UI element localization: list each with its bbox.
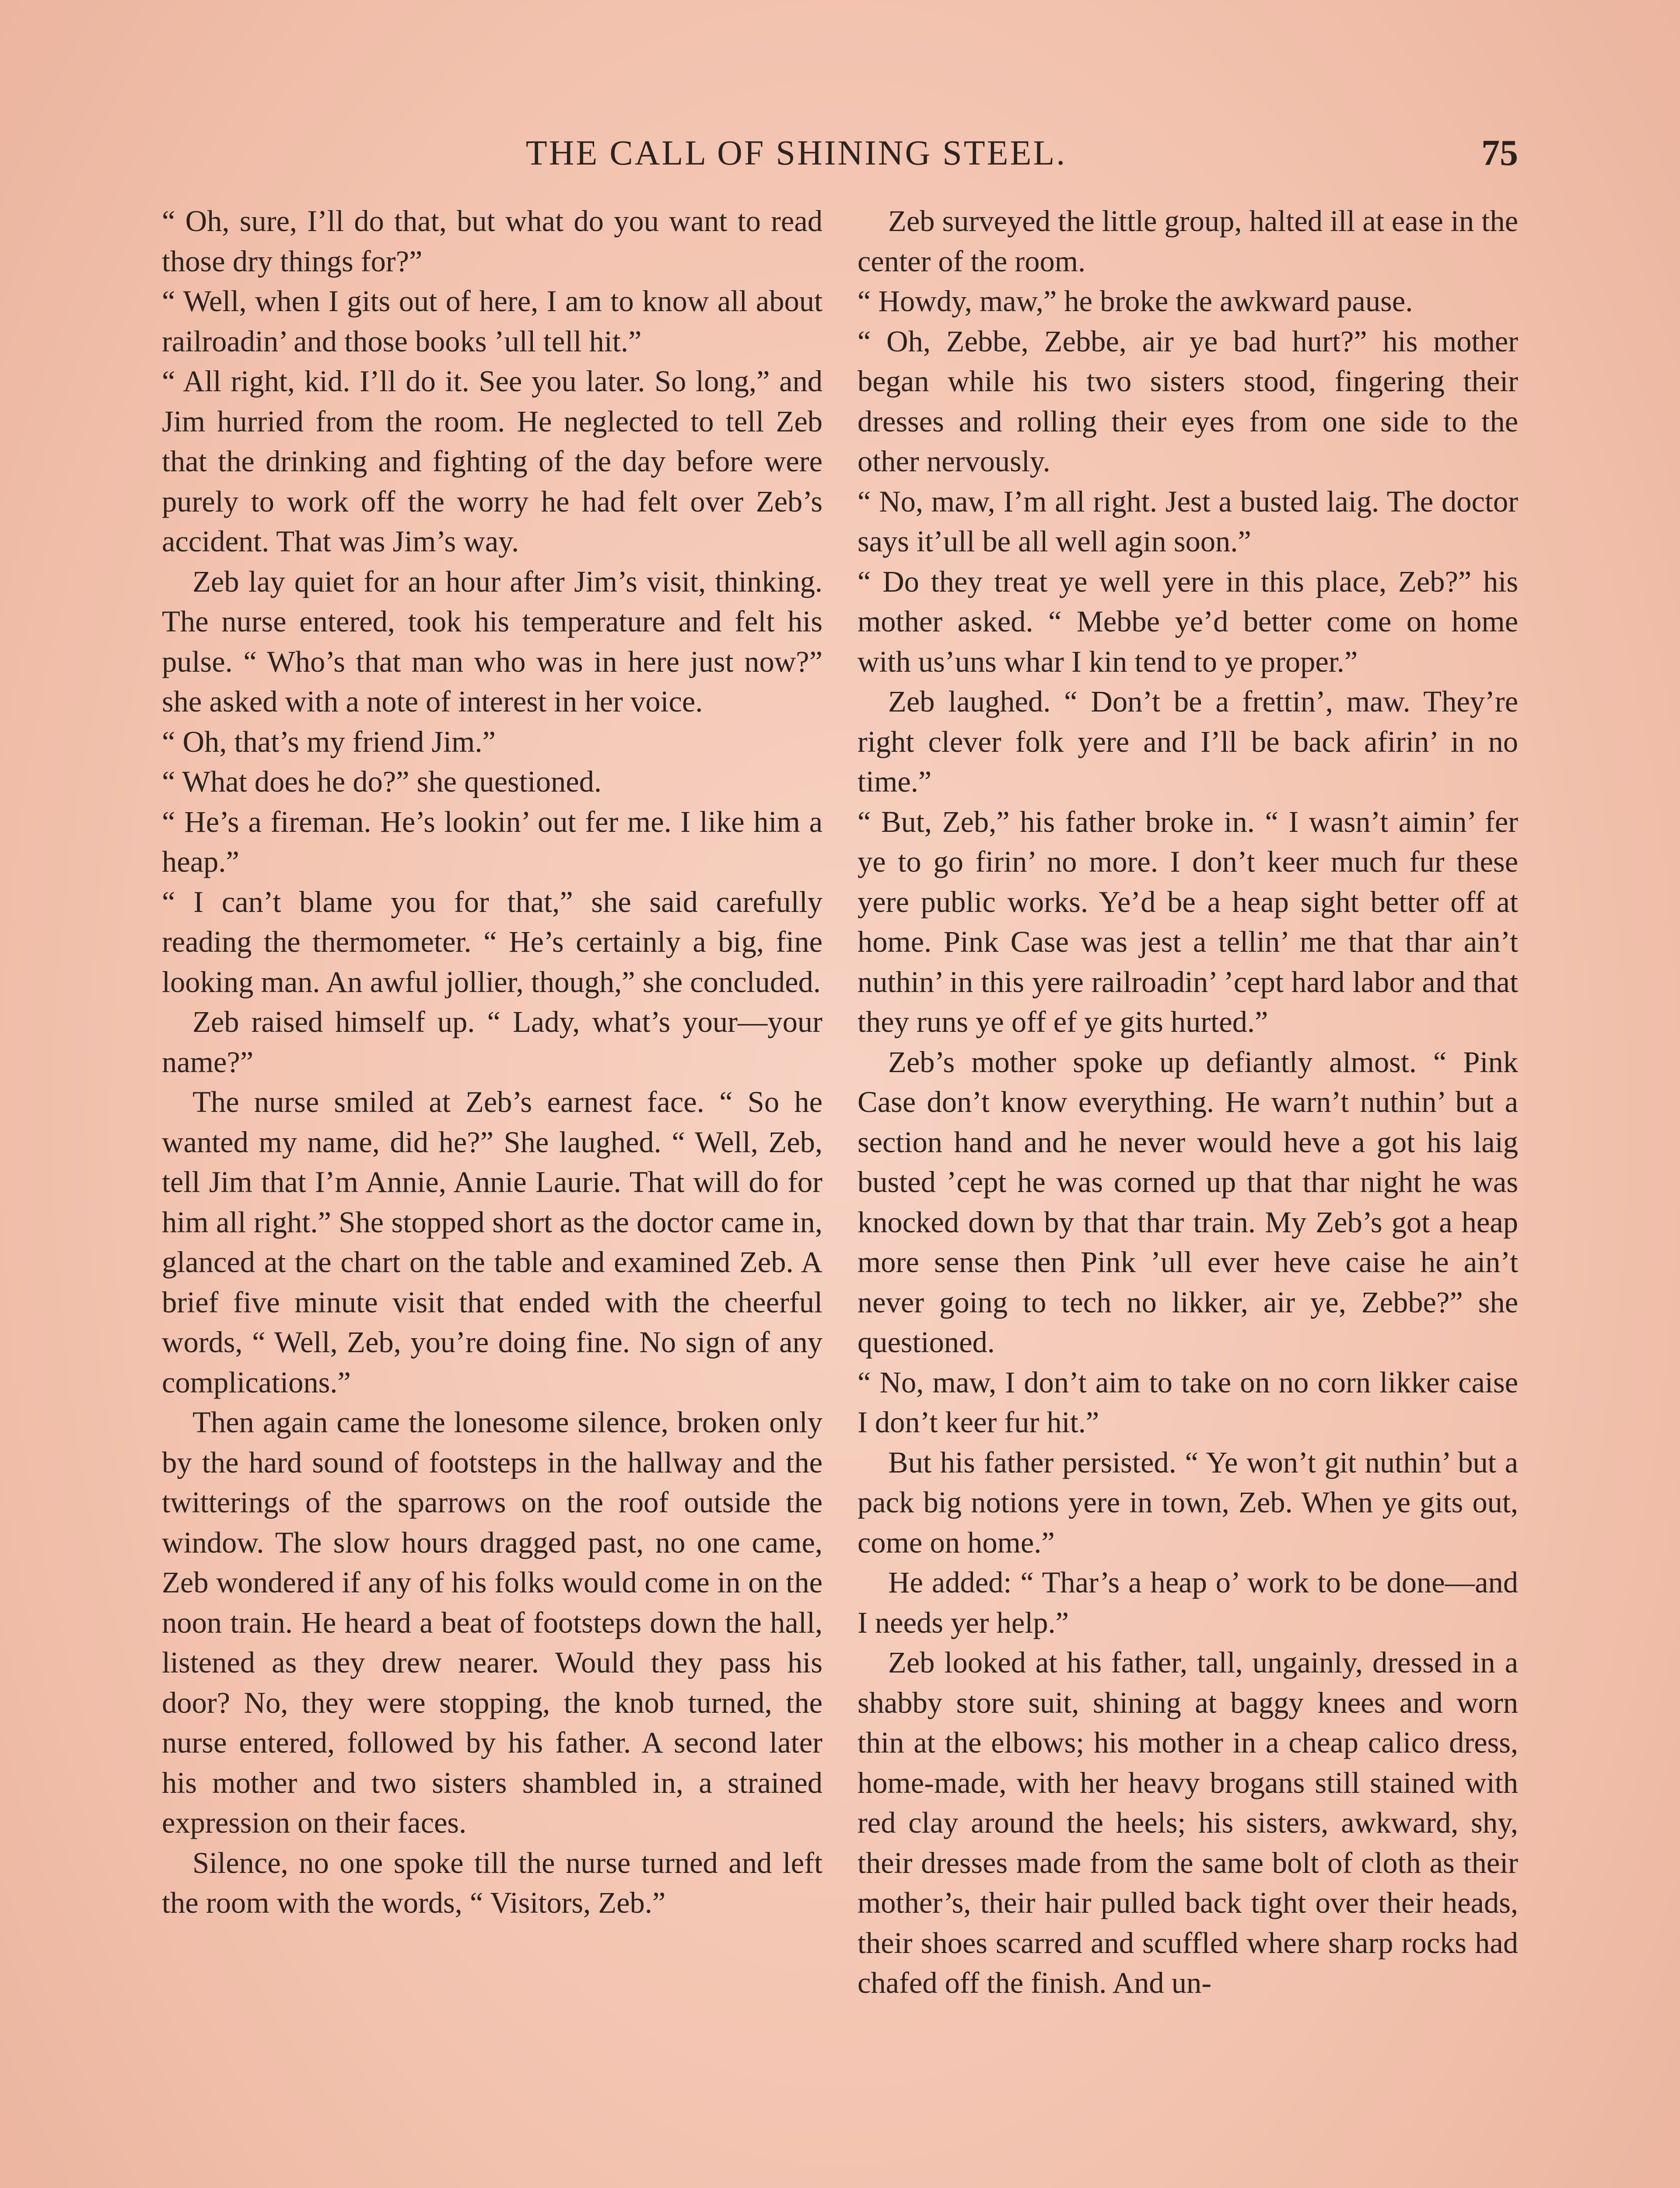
paragraph: Zeb raised himself up. “ Lady, what’s your––your name?”	[162, 1005, 822, 1079]
paragraph: “ He’s a fireman. He’s lookin’ out fer me. I like him a heap.”	[162, 805, 822, 878]
paragraph: Zeb lay quiet for an hour after Jim’s visit, thinking. The nurse entered, took his temperature and felt his pulse. “ Who’s that man who was in here just now?” she asked with a note of interest in her voice.	[162, 565, 822, 718]
paragraph: But his father persisted. “ Ye won’t git nuthin’ but a pack big notions yere in town, Zeb. When ye gits out, come on home.”	[858, 1445, 1518, 1559]
paragraph: The nurse smiled at Zeb’s earnest face. “ So he wanted my name, did he?” She laughed. “ Well, Zeb, tell Jim that I’m Annie, Annie Laurie. That will do for him all right.” She stopped short as the doctor came in, glanced at the chart on the table and examined Zeb. A brief five minute visit that ended with the cheerful words, “ Well, Zeb, you’re doing fine. No sign of any complications.”	[162, 1085, 822, 1399]
paragraph: “ Oh, that’s my friend Jim.”	[162, 725, 496, 758]
paragraph: “ Well, when I gits out of here, I am to know all about railroadin’ and those books ’ull tell hit.”	[162, 284, 822, 358]
page-header	[162, 123, 1518, 184]
running-title: THE CALL OF SHINING STEEL.	[525, 134, 1067, 172]
paragraph: Zeb surveyed the little group, halted ill at ease in the center of the room.	[858, 204, 1518, 278]
paragraph: “ All right, kid. I’ll do it. See you later. So long,” and Jim hurried from the room. He neglected to tell Zeb that the drinking and fighting of the day before were purely to work off the worry he had felt over Zeb’s accident. That was Jim’s way.	[162, 365, 822, 558]
paragraph: “ I can’t blame you for that,” she said carefully reading the thermometer. “ He’s certainly a big, fine looking man. An awful jollier, though,” she concluded.	[162, 885, 822, 999]
paragraph: “ Do they treat ye well yere in this place, Zeb?” his mother asked. “ Mebbe ye’d better come on home with us’uns whar I kin tend to ye proper.”	[858, 565, 1518, 678]
paragraph: Zeb looked at his father, tall, ungainly, dressed in a shabby store suit, shining at baggy knees and worn thin at the elbows; his mother in a cheap calico dress, home-made, with her heavy brogans still stained with red clay around the heels; his sisters, awkward, shy, their dresses made from the same bolt of cloth as their mother’s, their hair pulled back tight over their heads, their shoes scarred and scuffled where sharp rocks had chafed off the finish. And un-	[858, 1646, 1518, 1999]
paragraph: “ No, maw, I’m all right. Jest a busted laig. The doctor says it’ull be all well agin soon.”	[858, 484, 1518, 558]
paragraph: Silence, no one spoke till the nurse turned and left the room with the words, “ Visitors, Zeb.”	[162, 1846, 822, 1919]
paragraph: He added: “ Thar’s a heap o’ work to be done—and I needs yer help.”	[858, 1566, 1518, 1639]
paragraph: “ No, maw, I don’t aim to take on no corn likker caise I don’t keer fur hit.”	[858, 1365, 1518, 1439]
paragraph: “ What does he do?” she questioned.	[162, 765, 602, 798]
paragraph: Zeb’s mother spoke up defiantly almost. “ Pink Case don’t know everything. He warn’t nuthin’ but a section hand and he never would heve a got his laig busted ’cept he was corned up that thar night he was knocked down by that thar train. My Zeb’s got a heap more sense then Pink ’ull ever heve caise he ain’t never going to tech no likker, air ye, Zebbe?” she questioned.	[858, 1045, 1518, 1359]
paragraph: Zeb laughed. “ Don’t be a frettin’, maw. They’re right clever folk yere and I’ll be back afirin’ in no time.”	[858, 685, 1518, 798]
paragraph: Then again came the lonesome silence, broken only by the hard sound of footsteps in the hallway and the twitterings of the sparrows on the roof outside the window. The slow hours dragged past, no one came, Zeb wondered if any of his folks would come in on the noon train. He heard a beat of footsteps down the hall, listened as they drew nearer. Would they pass his door? No, they were stopping, the knob turned, the nurse entered, followed by his father. A second later his mother and two sisters shambled in, a strained expression on their faces.	[162, 1406, 822, 1839]
left-column	[162, 201, 822, 1923]
paragraph: “ Oh, Zebbe, Zebbe, air ye bad hurt?” his mother began while his two sisters stood, fingering their dresses and rolling their eyes from one side to the other nervously.	[858, 324, 1518, 478]
paragraph: “ But, Zeb,” his father broke in. “ I wasn’t aimin’ fer ye to go firin’ no more. I don’t keer much fur these yere public works. Ye’d be a heap sight better off at home. Pink Case was jest a tellin’ me that thar ain’t nuthin’ in this yere railroadin’ ’cept hard labor and that they runs ye off ef ye gits hurted.”	[858, 805, 1518, 1038]
page-number: 75	[1481, 133, 1518, 173]
right-column	[858, 201, 1518, 2003]
paragraph: “ Oh, sure, I’ll do that, but what do you want to read those dry things for?”	[162, 204, 822, 278]
paragraph: “ Howdy, maw,” he broke the awkward pause.	[858, 284, 1413, 318]
